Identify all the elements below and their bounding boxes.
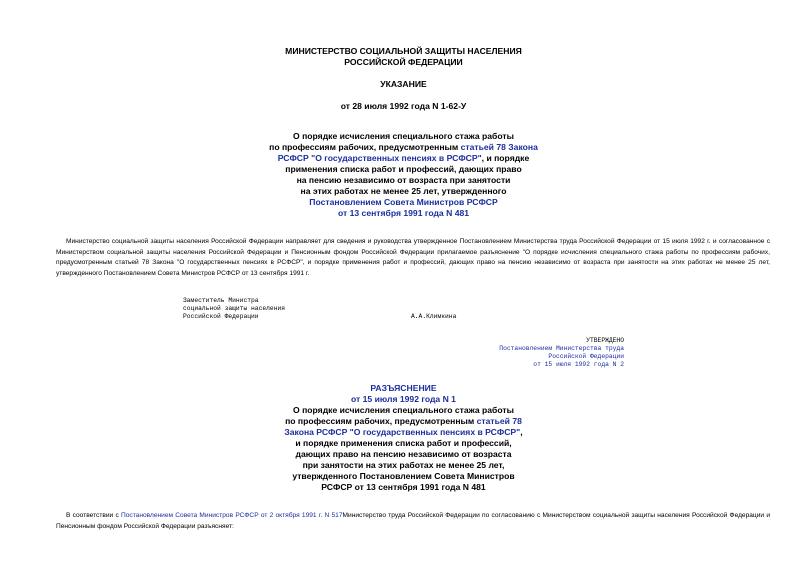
explanation-pension-law-link[interactable]: Закона РСФСР "О государственных пенсиях в РСФСР" — [284, 427, 521, 437]
approval-line1: УТВЕРЖДЕНО — [586, 337, 624, 344]
title-line1: О порядке исчисления специального стажа работы — [293, 131, 514, 141]
explanation-article-78-link[interactable]: статьей 78 — [476, 416, 522, 426]
pension-law-link[interactable]: РСФСР "О государственных пенсиях в РСФСР" — [277, 153, 482, 163]
title-line2 — [0, 142, 807, 153]
title-line5: на пенсию независимо от возраста при занятости — [296, 175, 511, 185]
ministry-line1: МИНИСТЕРСТВО СОЦИАЛЬНОЙ ЗАЩИТЫ НАСЕЛЕНИЯ — [285, 46, 522, 56]
explanation-line8: РСФСР от 13 сентября 1991 года N 481 — [321, 482, 486, 492]
intro-paragraph: Министерство социальной защиты населения Российской Федерации направляет для сведения и руководства утвержденное Постановлением Министерства труда Российской Федерации от 15 июля 1992 г. и согласованное с Министерством социальной защиты населения Российской Федерации и Пенсионным фондом Российской Федерации прилагаемое разъяснение "О порядке исчисления специального стажа работы по профессиям рабочих, предусмотренным статьей 78 Закона "О государственных пенсиях в РСФСР", и порядке применения работ и профессий, дающих право на пенсию независимо от возраста при занятости на этих работах не менее 25 лет, утвержденного Постановлением Совета Министров РСФСР от 13 сентября 1991 г. — [56, 238, 770, 277]
signature-name: А.А.Климкина — [411, 313, 457, 320]
approval-line4[interactable]: от 15 июля 1992 года N 2 — [533, 361, 624, 368]
explanation-line4: и порядке применения списка работ и профессий, — [295, 438, 512, 448]
article-78-link[interactable]: статьей 78 Закона — [460, 142, 538, 152]
title-line2-text: по профессиям рабочих, предусмотренным — [269, 142, 461, 152]
approval-line3[interactable]: Российской Федерации — [548, 353, 624, 360]
approval-line2[interactable]: Постановлением Министерства труда — [499, 345, 624, 352]
doc-type: УКАЗАНИЕ — [380, 79, 427, 89]
explanation-line3-text: , — [520, 427, 523, 437]
doc-date: от 28 июля 1992 года N 1-62-У — [340, 101, 467, 111]
title-line6: на этих работах не менее 25 лет, утвержденного — [300, 186, 507, 196]
resolution-517-link[interactable]: Постановлением Совета Министров РСФСР от 2 октября 1991 г. N 517 — [121, 512, 343, 519]
closing-paragraph-pre: В соответствии с — [66, 512, 122, 519]
explanation-heading[interactable]: РАЗЪЯСНЕНИЕ — [370, 383, 437, 393]
closing-paragraph — [56, 511, 770, 532]
signature-position-line3: Российской Федерации — [183, 313, 259, 320]
ministry-line2: РОССИЙСКОЙ ФЕДЕРАЦИИ — [344, 57, 463, 67]
signature-position-line1: Заместитель Министра — [183, 297, 259, 304]
explanation-line6: при занятости на этих работах не менее 25 лет, — [302, 460, 505, 470]
title-line4: применения списка работ и профессий, дающих право — [285, 164, 522, 174]
explanation-line2-text: по профессиям рабочих, предусмотренным — [285, 416, 477, 426]
council-resolution-date-link[interactable]: от 13 сентября 1991 года N 481 — [337, 208, 470, 218]
explanation-line5: дающих право на пенсию независимо от возраста — [295, 449, 512, 459]
explanation-line7: утвержденного Постановлением Совета Министров — [292, 471, 515, 481]
explanation-line1: О порядке исчисления специального стажа работы — [293, 405, 514, 415]
title-line3 — [0, 153, 807, 164]
council-resolution-link[interactable]: Постановлением Совета Министров РСФСР — [309, 197, 498, 207]
closing-paragraph-post: Министерство труда Российской Федерации по согласованию с Министерством социальной защиты населения Российской Федерации и Пенсионным фондом Российской Федерации разъясняет: — [56, 512, 771, 530]
explanation-line2 — [0, 416, 807, 427]
explanation-line3 — [0, 427, 807, 438]
title-line3-text: , и порядке — [481, 153, 530, 163]
signature-position-line2: социальной защиты населения — [183, 305, 286, 312]
explanation-date[interactable]: от 15 июля 1992 года N 1 — [351, 394, 456, 404]
